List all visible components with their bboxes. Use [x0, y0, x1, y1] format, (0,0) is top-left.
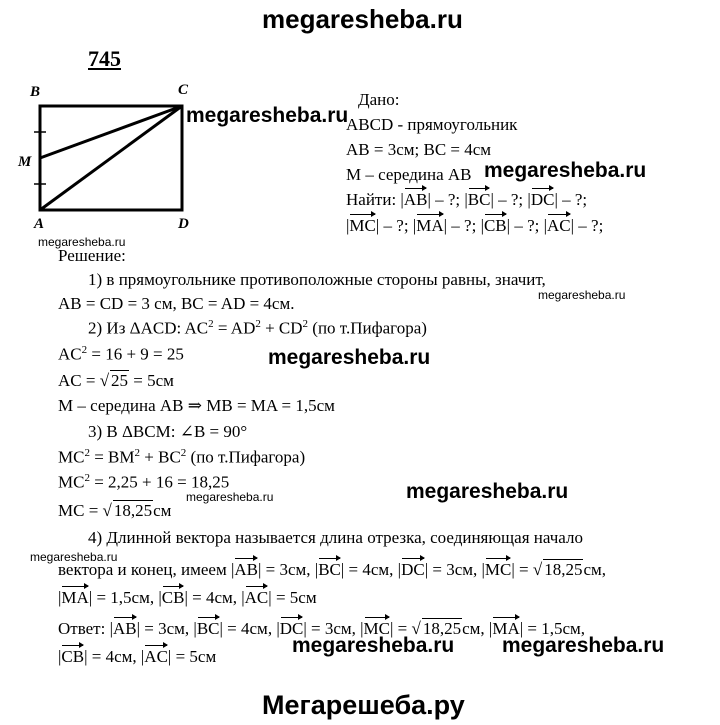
given-title: Дано:	[358, 90, 400, 109]
segment-ac	[40, 106, 182, 210]
watermark-bottom-1: megaresheba.ru	[292, 634, 455, 657]
watermark-bottom-2: megaresheba.ru	[502, 634, 665, 657]
problem-number: 745	[88, 46, 121, 71]
mc-value-line: $MC^2 = 2,25 + 16 = 18,25$	[58, 472, 230, 492]
label-d: D	[178, 216, 189, 232]
vector-dc: DC	[530, 190, 555, 209]
watermark-small-2: megaresheba.ru	[538, 288, 626, 302]
answer-label: Ответ:	[58, 619, 110, 638]
ac-squared-line: $AC^2 = 16 + 9 = 25$	[58, 344, 184, 364]
step-1-line-1: 1) в прямоугольнике противоположные стороны равны, значит,	[88, 270, 546, 289]
watermark-middle-1: megaresheba.ru	[268, 346, 431, 369]
given-line-3: M – середина AB	[346, 165, 472, 184]
vector-bc: BC	[467, 190, 491, 209]
find-label: Найти:	[346, 190, 397, 209]
step-3-line: 3) В ΔBCM: ∠B = 90°	[88, 422, 248, 441]
watermark-small-1: megaresheba.ru	[38, 235, 126, 249]
given-line-2: AB = 3см; BC = 4см	[346, 140, 492, 159]
rectangle-figure	[18, 82, 198, 242]
watermark-top: megaresheba.ru	[262, 4, 463, 34]
step-4-line-1: 4) Длинной вектора называется длина отрезка, соединяющая начало	[88, 528, 583, 547]
step-4-line-3: |MA| = 1,5см, |CB| = 4см, |AC| = 5см	[58, 588, 317, 607]
answer-line-2: |CB| = 4см, |AC| = 5см	[58, 647, 217, 666]
find-line-2: |MC| – ?; |MA| – ?; |CB| – ?; |AC| – ?;	[346, 216, 604, 235]
watermark-middle-2: megaresheba.ru	[406, 480, 569, 503]
segment-mc	[40, 106, 182, 158]
label-a: A	[34, 216, 45, 232]
find-line-1: Найти: |AB| – ?; |BC| – ?; |DC| – ?;	[346, 190, 588, 209]
vector-ma: MA	[416, 216, 444, 235]
solution-title: Решение:	[58, 246, 126, 265]
vector-cb: CB	[483, 216, 507, 235]
answer-line-1: Ответ: |AB| = 3см, |BC| = 4см, |DC| = 3см, |MC| = √ 18,25см, |MA| = 1,5см,	[58, 619, 586, 638]
watermark-small-4: megaresheba.ru	[30, 550, 118, 564]
label-b: B	[30, 84, 41, 100]
mc-squared-line: $MC^2 = BM^2 + BC^2$ (по т.Пифагора)	[58, 447, 306, 467]
mc-line: MC = √ 18,25см	[58, 501, 172, 520]
given-line-1: ABCD - прямоугольник	[346, 115, 518, 134]
watermark-small-3: megaresheba.ru	[186, 490, 274, 504]
step-4-line-2: вектора и конец, имеем |AB| = 3см, |BC| = 4см, |DC| = 3см, |MC| = √ 18,25см,	[58, 560, 607, 579]
step-1-line-2: AB = CD = 3 см, BC = AD = 4см.	[58, 294, 295, 313]
watermark-given: megaresheba.ru	[484, 159, 647, 182]
step-2-line: 2) Из ΔACD: $AC^2 = AD^2 + CD^2$ (по т.Пифагора)	[88, 318, 427, 338]
watermark-figure: megaresheba.ru	[186, 104, 349, 127]
label-m: M	[18, 154, 32, 170]
vector-ab: AB	[403, 190, 428, 209]
ac-line: AC = √ 25 = 5см	[58, 371, 174, 390]
label-c: C	[178, 82, 189, 98]
vector-ac: AC	[547, 216, 571, 235]
m-midpoint-line: M – середина AB ⇒ MB = MA = 1,5см	[58, 396, 335, 415]
vector-mc: MC	[349, 216, 376, 235]
footer-watermark: Мегарешеба.ру	[262, 690, 465, 720]
